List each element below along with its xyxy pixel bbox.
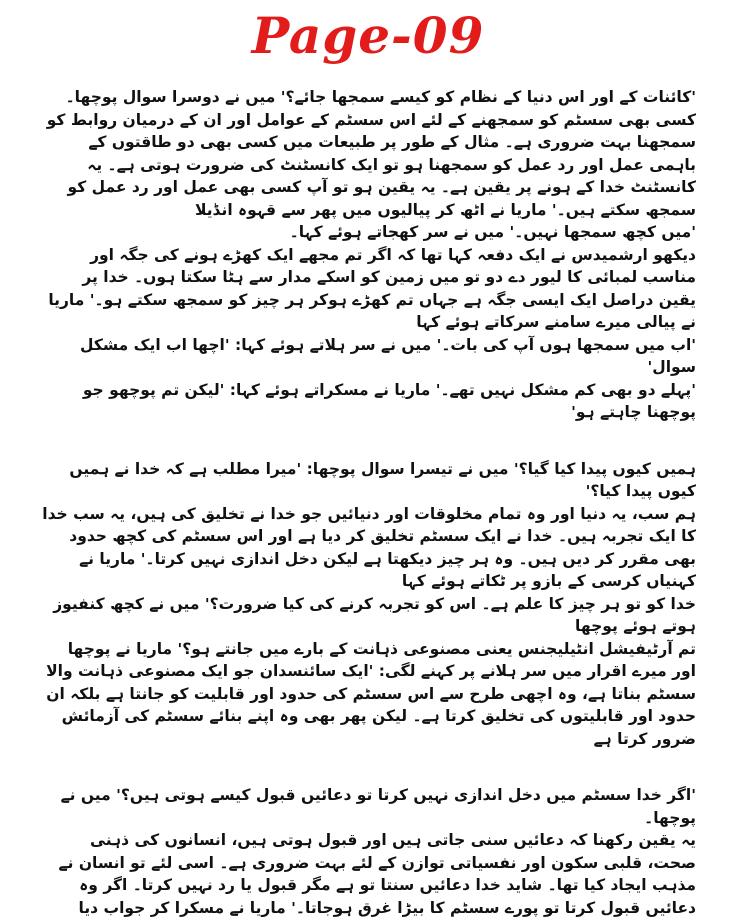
paragraph: 'اب میں سمجھا ہوں آپ کی بات۔' میں نے سر ہلاتے ہوئے کہا: 'اچھا اب ایک مشکل سوال' [80,335,696,376]
paragraph: 'اگر خدا سسٹم میں دخل اندازی نہیں کرتا تو دعائیں قبول کیسے ہوتی ہیں؟' میں نے پوچھا۔ [60,786,696,827]
paragraph: دیکھو ارشمیدس نے ایک دفعہ کہا تھا کہ اگر تم مجھے ایک کھڑے ہونے کی جگہ اور مناسب لمبائی کا لیور دے دو تو میں زمین کو اسکے مدار سے ہٹا سکتا ہوں۔ خدا پر یقین دراصل ایک ایسی جگہ ہے جہاں تم کھڑے ہوکر ہر چیز کو سمجھ سکتے ہو۔' ماریا نے پیالی میرے سامنے سرکاتے ہوئے کہا [48,245,696,331]
section-second-question [40,86,696,424]
paragraph: 'میں کچھ سمجھا نہیں۔' میں نے سر کھجاتے ہوئے کہا۔ [289,223,696,241]
section-prayer-question [40,784,696,919]
paragraph: خدا کو تو ہر چیز کا علم ہے۔ اس کو تجربہ کرنے کی کیا ضرورت؟' میں نے کچھ کنفیوز ہوتے ہوئے پوچھا [53,594,696,635]
section-third-question [40,458,696,751]
paragraph: ہمیں کیوں پیدا کیا گیا؟' میں نے تیسرا سوال پوچھا: 'میرا مطلب ہے کہ خدا نے ہمیں کیوں پیدا کیا؟' [69,459,696,500]
paragraph: 'پہلے دو بھی کم مشکل نہیں تھے۔' ماریا نے مسکراتے ہوئے کہا: 'لیکن تم پوچھو جو پوچھنا چاہتے ہو' [82,380,696,421]
paragraph: ہم سب، یہ دنیا اور وہ تمام مخلوقات اور دنیائیں جو خدا نے تخلیق کی ہیں، یہ سب خدا کا ایک تجربہ ہیں۔ خدا نے ایک سسٹم تخلیق کر دیا ہے اور اس سسٹم کی کچھ حدود بھی مقرر کر دیں ہیں۔ وہ ہر چیز دیکھتا ہے لیکن دخل اندازی نہیں کرتا۔' ماریا نے کہنیاں کرسی کے بازو پر ٹکاتے ہوئے کہا [42,504,696,590]
page-title: Page-09 [251,6,485,65]
section-spacer [40,750,696,784]
paragraph: کسی بھی سسٹم کو سمجھنے کے لئے اس سسٹم کے عوامل اور ان کے درمیان روابط کو سمجھنا بہت ضروری ہے۔ مثال کے طور پر طبیعات میں کسی بھی دو طاقتوں کے باہمی عمل اور رد عمل کو سمجھنا ہو تو ایک کانسٹنٹ کی ضرورت ہوتی ہے۔ یہ کانسٹنٹ خدا کے ہونے پر یقین ہے۔ یہ یقین ہو تو آپ کسی بھی عمل اور رد عمل کو سمجھ سکتے ہیں۔' ماریا نے اٹھ کر پیالیوں میں پھر سے قہوہ انڈیلا [46,110,696,219]
paragraph: تم آرٹیفیشل انٹیلیجنس یعنی مصنوعی ذہانت کے بارے میں جانتے ہو؟' ماریا نے پوچھا اور میرے اقرار میں سر ہلانے پر کہنے لگی: 'ایک سائنسدان جو ایک مصنوعی ذہانت والا سسٹم بناتا ہے، وہ اچھی طرح سے اس سسٹم کی حدود اور قابلیت کو جانتا ہے بلکہ ان حدود اور قابلیتوں کی تخلیق کرتا ہے۔ لیکن پھر بھی وہ اپنے بنائے سسٹم کی آزمائش ضرور کرتا ہے [46,639,696,748]
paragraph: 'کائنات کے اور اس دنیا کے نظام کو کیسے سمجھا جائے؟' میں نے دوسرا سوال پوچھا۔ [65,88,696,106]
paragraph: یہ یقین رکھنا کہ دعائیں سنی جاتی ہیں اور قبول ہوتی ہیں، انسانوں کی ذہنی صحت، قلبی سکون اور نفسیاتی توازن کے لئے بہت ضروری ہے۔ اسی لئے تو انسان نے مذہب ایجاد کیا تھا۔ شاید خدا دعائیں سنتا تو ہے مگر قبول یا رد نہیں کرتا۔ اگر وہ دعائیں قبول کرتا تو پورے سسٹم کا بیڑا غرق ہوجاتا۔' ماریا نے مسکرا کر جواب دیا [58,831,696,917]
page-body [40,86,696,919]
section-spacer [40,424,696,458]
